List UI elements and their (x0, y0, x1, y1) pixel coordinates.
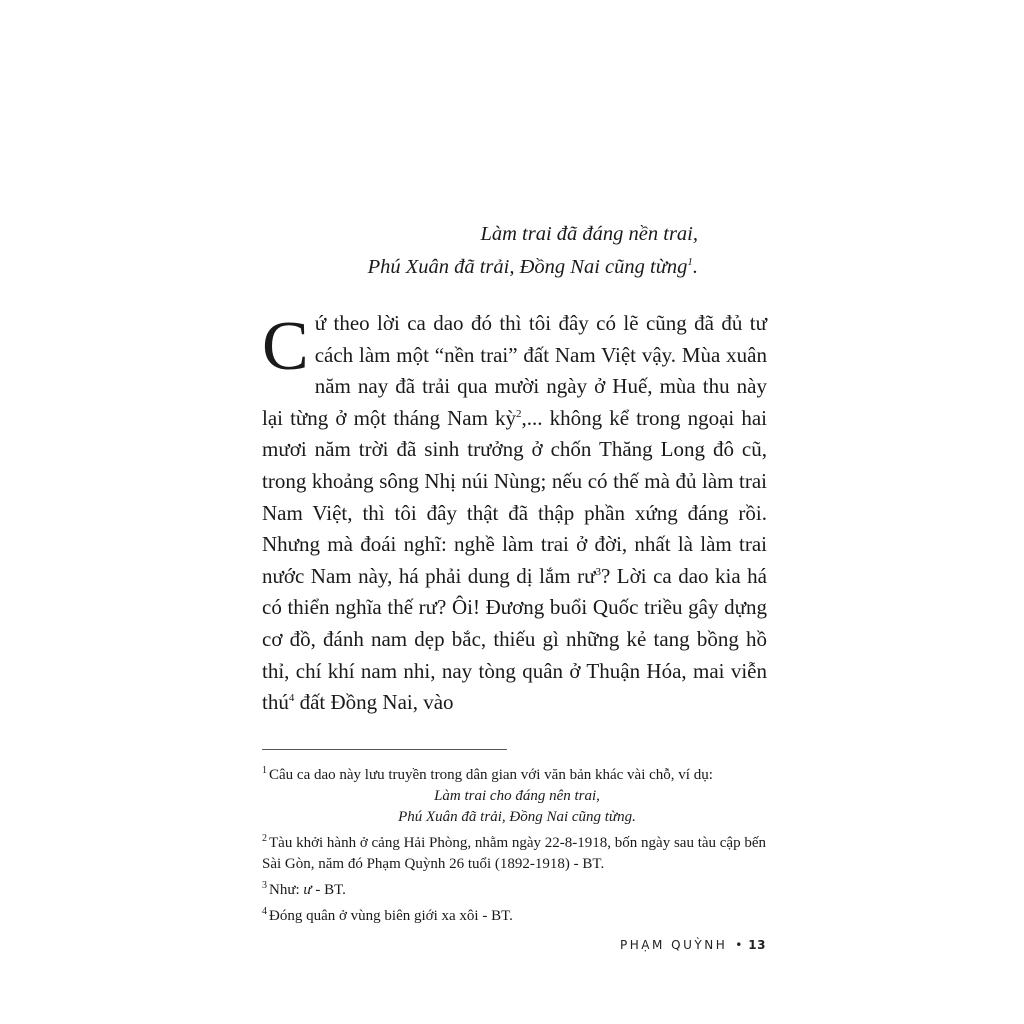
epigraph-line-1: Làm trai đã đáng nền trai, (480, 223, 698, 245)
footnote-text-end: - BT. (311, 882, 346, 898)
footnotes (262, 765, 772, 932)
footnote-text: Như: (269, 882, 304, 898)
footnote-ref-3[interactable]: 3 (595, 565, 601, 578)
footnote-text: Đóng quân ở vùng biên giới xa xôi - BT. (269, 908, 513, 924)
body-segment-1: ứ theo lời ca dao đó thì tôi đây có lẽ cũng đã đủ tư cách làm một “nền trai” đất Nam Việt vậy. Mùa xuân năm nay đã trải qua mười ngày ở Huế, mùa thu này lại từng ở một tháng Nam kỳ (262, 311, 767, 430)
footnote-verse-line-2: Phú Xuân đã trải, Đồng Nai cũng từng. (398, 809, 636, 825)
footnote-number: 2 (262, 833, 267, 844)
footnote-ref-1[interactable]: 1 (687, 256, 693, 269)
footnote-ref-2[interactable]: 2 (516, 407, 522, 420)
footnote-text: Tàu khởi hành ở cảng Hải Phòng, nhằm ngày 22-8-1918, bốn ngày sau tàu cập bến Sài Gòn, năm đó Phạm Quỳnh 26 tuổi (1892-1918) - BT. (262, 835, 766, 872)
footnote-3 (262, 880, 772, 901)
epigraph-line-2 (262, 251, 698, 284)
footnote-divider (262, 749, 507, 750)
page-number: 13 (748, 938, 766, 952)
footnote-verse (262, 786, 772, 828)
footnote-italic-text: ư (303, 882, 312, 898)
body-paragraph (262, 308, 767, 719)
footnote-number: 1 (262, 765, 267, 776)
footnote-number: 4 (262, 906, 267, 917)
footer-author: PHẠM QUỲNH (620, 938, 728, 952)
body-segment-4: đất Đồng Nai, vào (294, 690, 454, 715)
body-segment-3: ? Lời ca dao kia há có thiển nghĩa thế rư? Ôi! Đương buổi Quốc triều gây dựng cơ đồ, đánh nam dẹp bắc, thiếu gì những kẻ tang bồng hồ thỉ, chí khí nam nhi, nay tòng quân ở Thuận Hóa, mai viễn thú (262, 563, 767, 715)
footnote-4 (262, 906, 772, 927)
footnote-text: Câu ca dao này lưu truyền trong dân gian với văn bản khác vài chỗ, ví dụ: (269, 767, 713, 783)
footnote-verse-line-1: Làm trai cho đáng nên trai, (434, 788, 600, 804)
epigraph-line-2-end: . (692, 256, 698, 278)
epigraph-line-2-text: Phú Xuân đã trải, Đồng Nai cũng từng (367, 256, 688, 278)
running-footer (620, 938, 766, 952)
body-segment-2: ,... không kể trong ngoại hai mươi năm trời đã sinh trưởng ở chốn Thăng Long đô cũ, trong khoảng sông Nhị núi Nùng; nếu có thế mà đủ làm trai Nam Việt, thì tôi đây thật đã thập phần xứng đáng rồi. Nhưng mà đoái nghĩ: nghề làm trai ở đời, nhất là làm trai nước Nam này, há phải dung dị lắm rư (262, 405, 767, 588)
drop-cap: C (262, 308, 309, 385)
epigraph (262, 218, 698, 284)
footer-bullet: • (735, 938, 743, 952)
footnote-2 (262, 833, 772, 875)
footnote-number: 3 (262, 880, 267, 891)
footnote-1 (262, 765, 772, 828)
footnote-ref-4[interactable]: 4 (288, 692, 295, 705)
